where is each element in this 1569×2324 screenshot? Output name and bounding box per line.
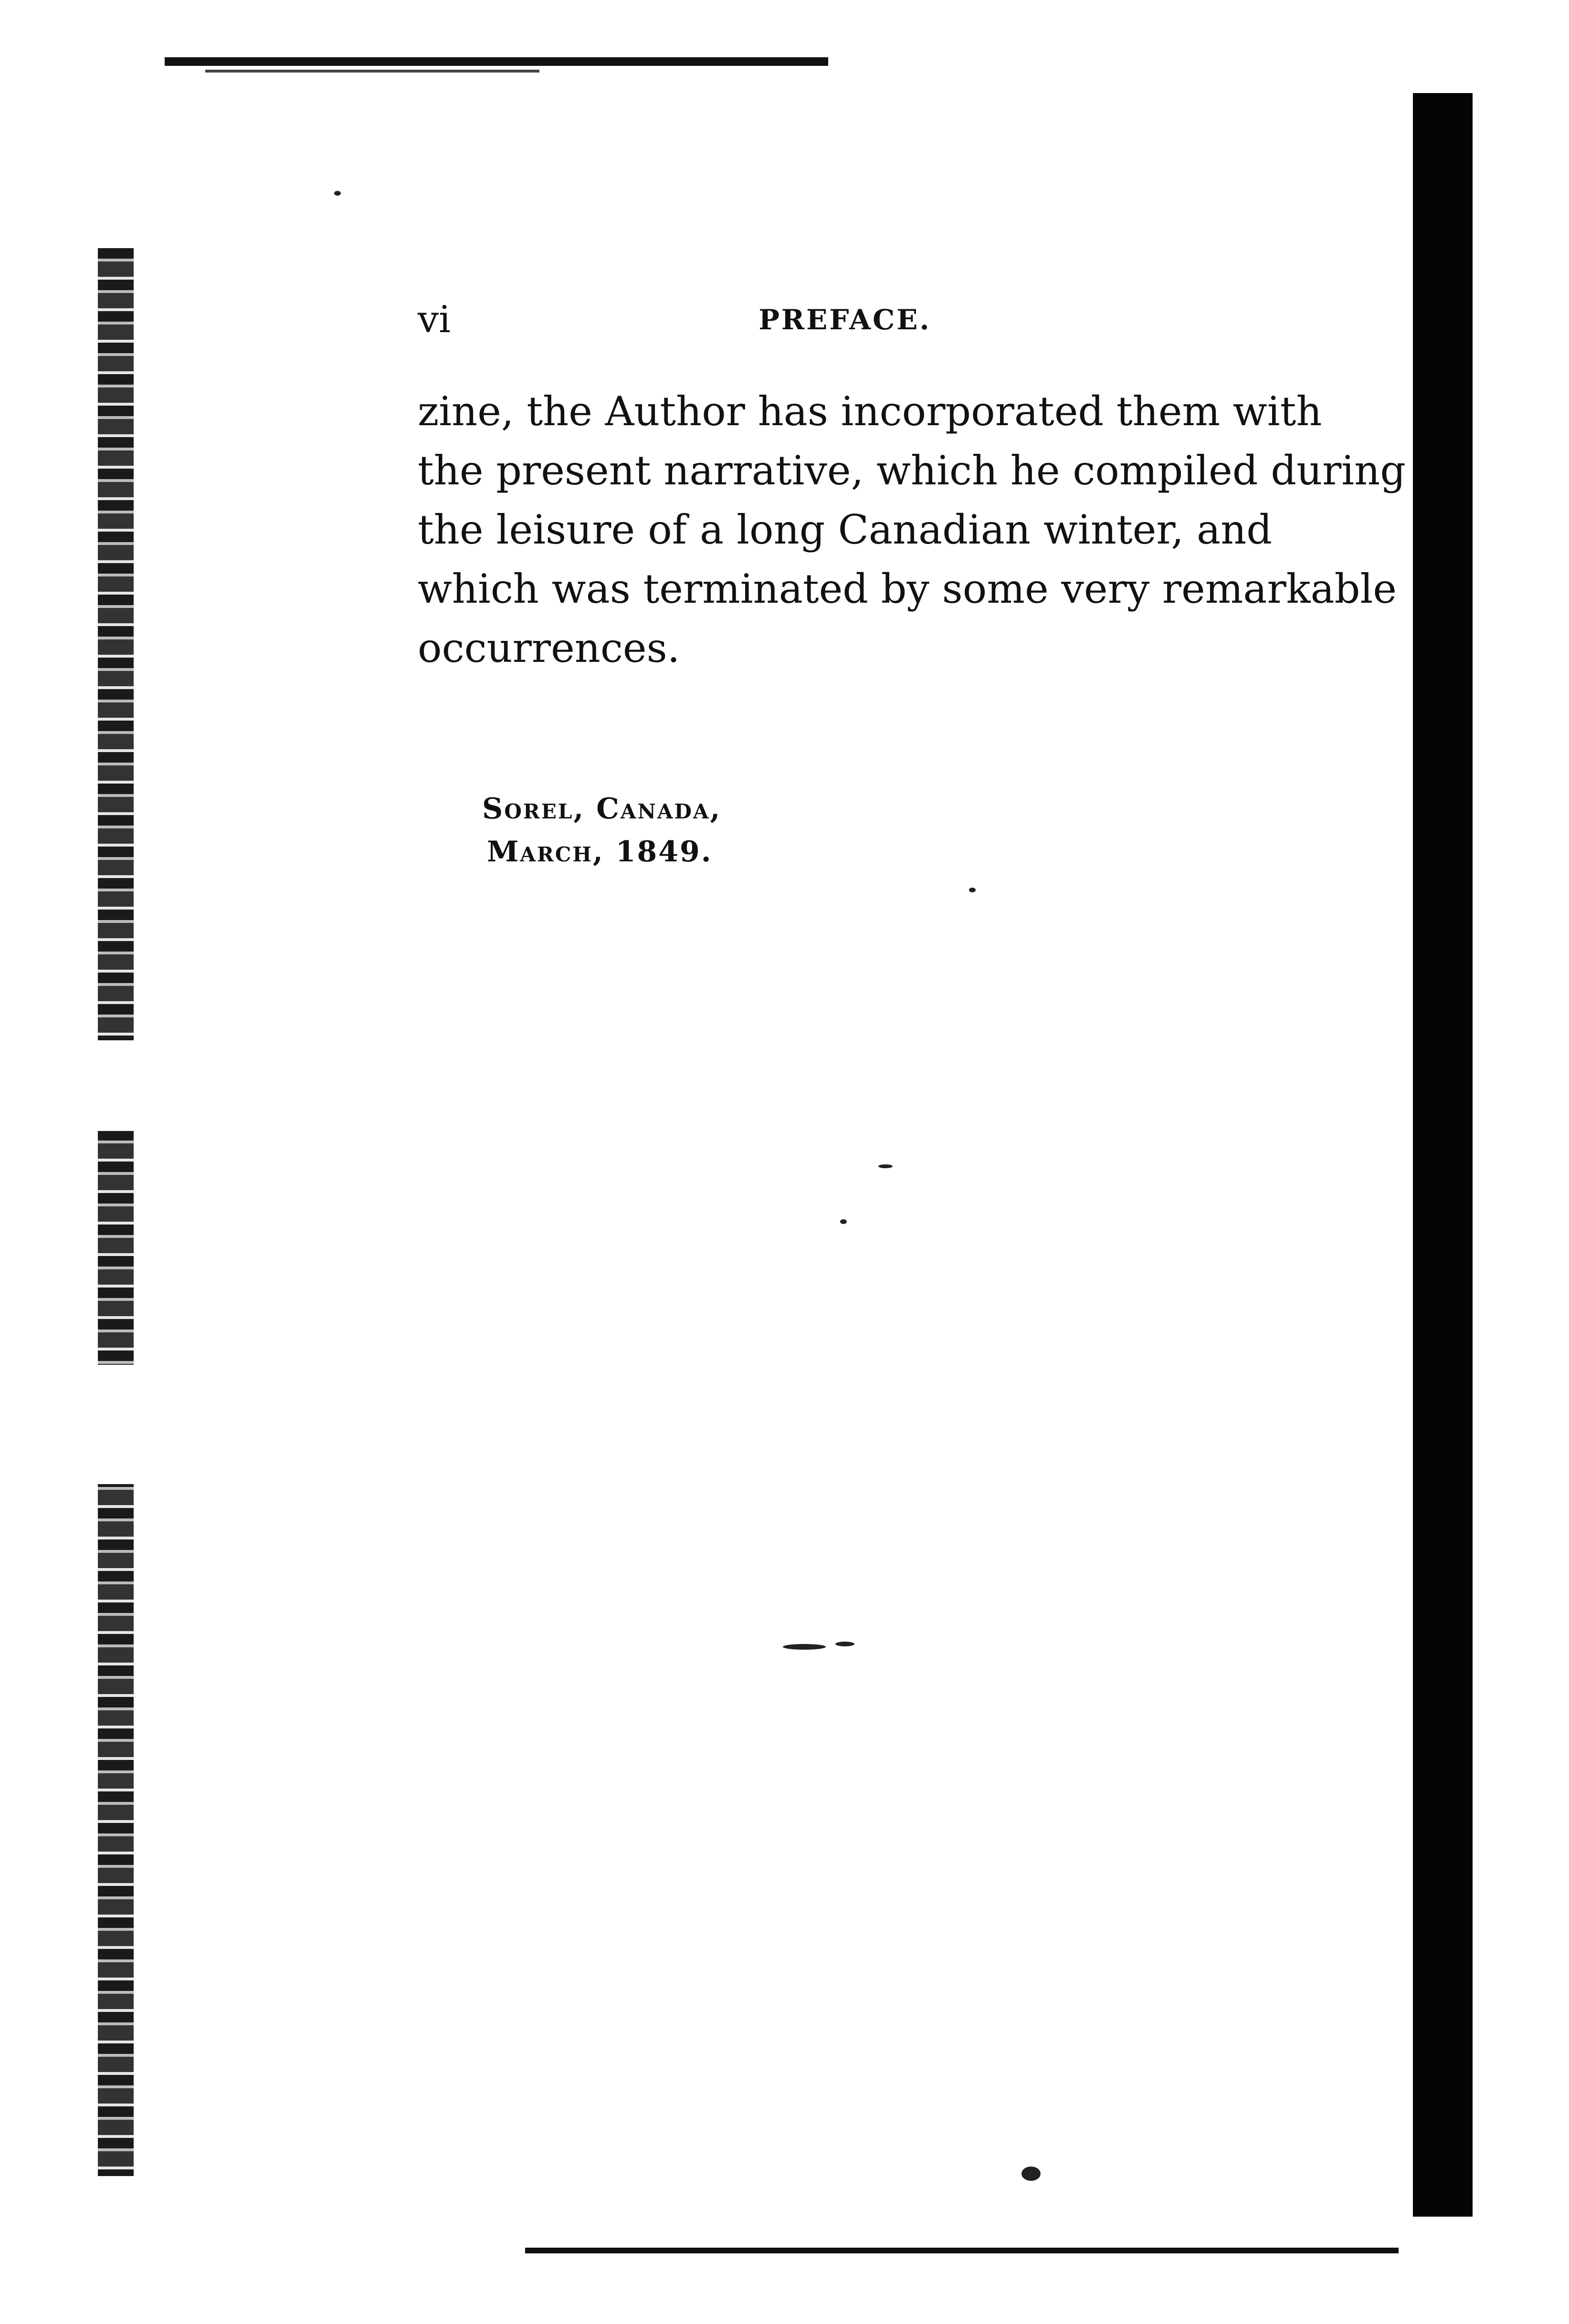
signature-place: Sorel, Canada, (482, 792, 722, 826)
scan-speck (835, 1642, 854, 1646)
scan-bottom-rule (525, 2248, 1399, 2253)
body-line: the present narrative, which he compiled during (418, 447, 1406, 494)
body-line: zine, the Author has incorporated them with (418, 388, 1322, 435)
scan-right-edge-bar (1413, 93, 1473, 2217)
scan-speck (334, 191, 341, 196)
page-number: vi (418, 298, 451, 341)
preface-signature (482, 787, 912, 873)
scan-top-rule (165, 57, 828, 66)
scan-speck (840, 1219, 847, 1224)
scan-top-rule-shadow (205, 70, 539, 73)
body-line: the leisure of a long Canadian winter, and (418, 506, 1272, 553)
body-line: occurrences. (418, 625, 680, 671)
running-head: PREFACE. (758, 304, 931, 336)
body-line: which was terminated by some very remarkable (418, 565, 1397, 612)
scan-left-edge-gap-lower (95, 1365, 138, 1484)
scan-left-edge-gap (95, 1040, 138, 1131)
scan-speck (1021, 2167, 1041, 2181)
signature-date: March, 1849. (487, 835, 713, 869)
page-header (418, 296, 1272, 344)
scan-speck (969, 888, 976, 892)
body-paragraph (418, 382, 1406, 678)
scan-speck (783, 1644, 826, 1650)
scan-left-binding-edge (98, 248, 134, 2176)
scan-speck (878, 1164, 893, 1168)
